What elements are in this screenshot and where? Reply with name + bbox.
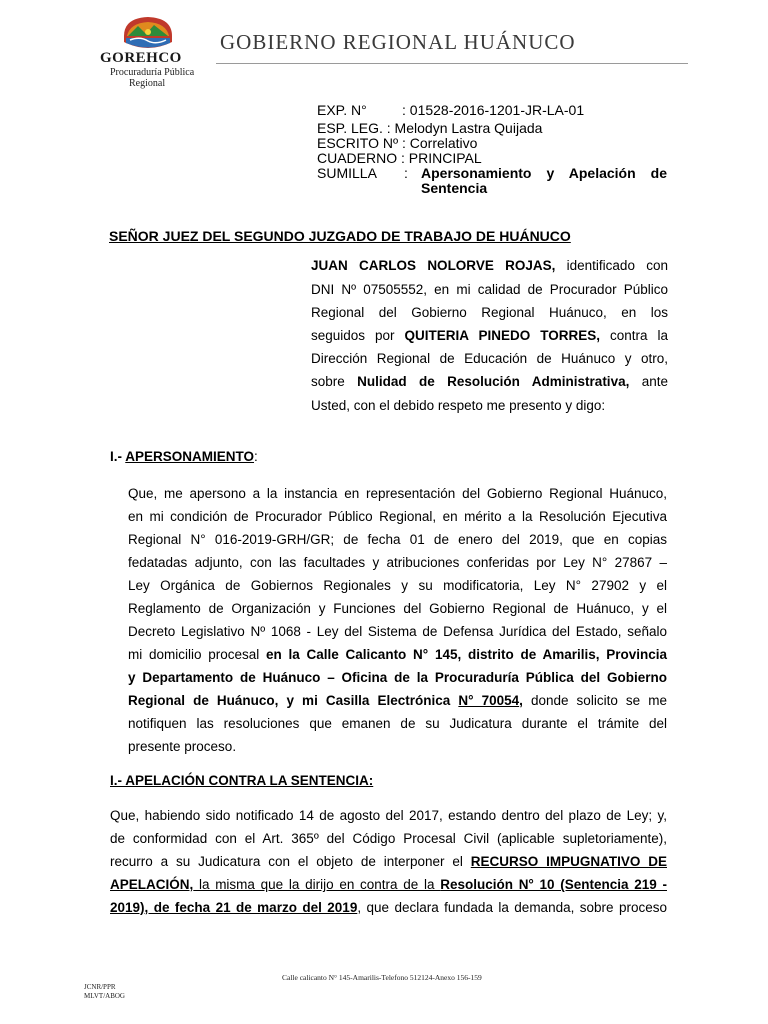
intro-line-4 (311, 328, 668, 344)
para1-line-6: Reglamento de Organización y Funciones del Gobierno Regional de Huánuco, y el (128, 601, 667, 616)
intro-line-3: Regional del Gobierno Regional Huánuco, en los (311, 305, 668, 320)
footer-initials-1: JCNR/PPR (84, 983, 116, 991)
intro-line-6 (311, 374, 668, 390)
addressee: SEÑOR JUEZ DEL SEGUNDO JUZGADO DE TRABAJO DE HUÁNUCO (109, 228, 571, 244)
intro-text: seguidos por (311, 328, 405, 343)
procuraduria-label-2: Regional (129, 78, 166, 89)
case-matter: Nulidad de Resolución Administrativa, (357, 374, 630, 389)
case-exp-label: EXP. N° (317, 102, 367, 118)
intro-line-5: Dirección Regional de Educación de Huánuco y otro, (311, 351, 668, 366)
para-text: recurro a su Judicatura con el objeto de interponer el (110, 854, 471, 869)
sumilla-value-1: Apersonamiento y Apelación de (421, 165, 667, 181)
para2-line-5 (110, 900, 667, 916)
procedural-address-3: Regional de Huánuco, y mi Casilla Electrónica (128, 693, 459, 708)
intro-text: identificado con (555, 258, 668, 273)
para1-line-7: Decreto Legislativo Nº 1068 - Ley del Sistema de Defensa Jurídica del Estado, señalo (128, 624, 667, 639)
appeal-remedy-2: APELACIÓN, (110, 877, 194, 892)
sumilla-label: SUMILLA (317, 165, 377, 181)
resolution-date: 2019), de fecha 21 de marzo del 2019 (110, 900, 358, 915)
para1-line-12: presente proceso. (128, 739, 237, 754)
section-number: I.- (110, 449, 126, 464)
case-sumilla (317, 165, 667, 196)
para2-line-4 (110, 877, 667, 893)
section-heading-apelacion: I.- APELACIÓN CONTRA LA SENTENCIA: (110, 773, 374, 788)
para-text: la misma que la dirijo en contra de la (193, 877, 441, 892)
para1-line-9 (128, 670, 667, 686)
plaintiff-name: QUITERIA PINEDO TORRES, (404, 328, 600, 343)
intro-line-7: Usted, con el debido respeto me presento y digo: (311, 398, 606, 413)
procedural-address: en la Calle Calicanto N° 145, distrito de Amarilis, Provincia (266, 647, 667, 662)
para2-line-1: Que, habiendo sido notificado 14 de agosto del 2017, estando dentro del plazo de Ley; y, (110, 808, 667, 823)
case-cuaderno: CUADERNO : PRINCIPAL (317, 150, 482, 166)
para1-line-10 (128, 693, 667, 709)
section-heading-apersonamiento (110, 449, 258, 464)
para1-line-3: Regional N° 016-2019-GRH/GR; de fecha 01 de enero del 2019, que en copias (128, 532, 667, 547)
para-text: , que declara fundada la demanda, sobre proceso (357, 900, 667, 915)
case-exp (317, 102, 585, 118)
header-divider (216, 63, 688, 64)
petitioner-name: JUAN CARLOS NOLORVE ROJAS, (311, 258, 556, 273)
section-colon: : (254, 449, 258, 464)
resolution-reference: Resolución N° 10 (Sentencia 219 - (440, 877, 667, 892)
electronic-box-number: N° 70054 (458, 693, 520, 708)
intro-text: sobre (311, 374, 358, 389)
para-text: donde solicito se me (522, 693, 667, 708)
logo-text: GOREHCO (100, 50, 182, 66)
para-punct: , (519, 693, 523, 708)
para1-line-11: notifiquen las resoluciones que emanen de su Judicatura durante el trámite del (128, 716, 667, 731)
sumilla-value-2: Sentencia (421, 180, 488, 196)
para1-line-5: Ley Orgánica de Gobiernos Regionales y su modificatoria, Ley N° 27902 y el (128, 578, 667, 593)
intro-text: ante (629, 374, 668, 389)
para2-line-2: de conformidad con el Art. 365º del Código Procesal Civil (aplicable supletoriamente), (110, 831, 667, 846)
para1-line-8 (128, 647, 667, 663)
sumilla-colon: : (404, 165, 408, 181)
procedural-address-2: y Departamento de Huánuco – Oficina de la Procuraduría Pública del Gobierno (128, 670, 667, 685)
para1-line-1: Que, me apersono a la instancia en representación del Gobierno Regional Huánuco, (128, 486, 667, 501)
intro-text: contra la (600, 328, 668, 343)
para1-line-4: fedatadas adjunto, con las facultades y atribuciones conferidas por Ley N° 27867 – (128, 555, 667, 570)
gorehco-logo (120, 14, 176, 54)
procuraduria-label: Procuraduría Pública (110, 67, 195, 78)
para-text: mi domicilio procesal (128, 647, 267, 662)
footer-address: Calle calicanto N° 145-Amarilis-Telefono 512124-Anexo 156-159 (282, 973, 482, 982)
para2-line-3 (110, 854, 667, 870)
case-escrito: ESCRITO Nº : Correlativo (317, 135, 478, 151)
case-exp-value: : 01528-2016-1201-JR-LA-01 (402, 102, 585, 118)
section-title: APERSONAMIENTO (125, 449, 255, 464)
para1-line-2: en mi condición de Procurador Público Regional, en mérito a la Resolución Ejecutiva (128, 509, 667, 524)
footer-initials-2: MLVT/ABOG (84, 992, 125, 1000)
intro-line-2: DNI Nº 07505552, en mi calidad de Procurador Público (311, 282, 668, 297)
appeal-remedy: RECURSO IMPUGNATIVO DE (470, 854, 667, 869)
case-esp-leg: ESP. LEG. : Melodyn Lastra Quijada (317, 120, 543, 136)
government-title: GOBIERNO REGIONAL HUÁNUCO (220, 30, 576, 54)
intro-line-1 (311, 258, 668, 274)
